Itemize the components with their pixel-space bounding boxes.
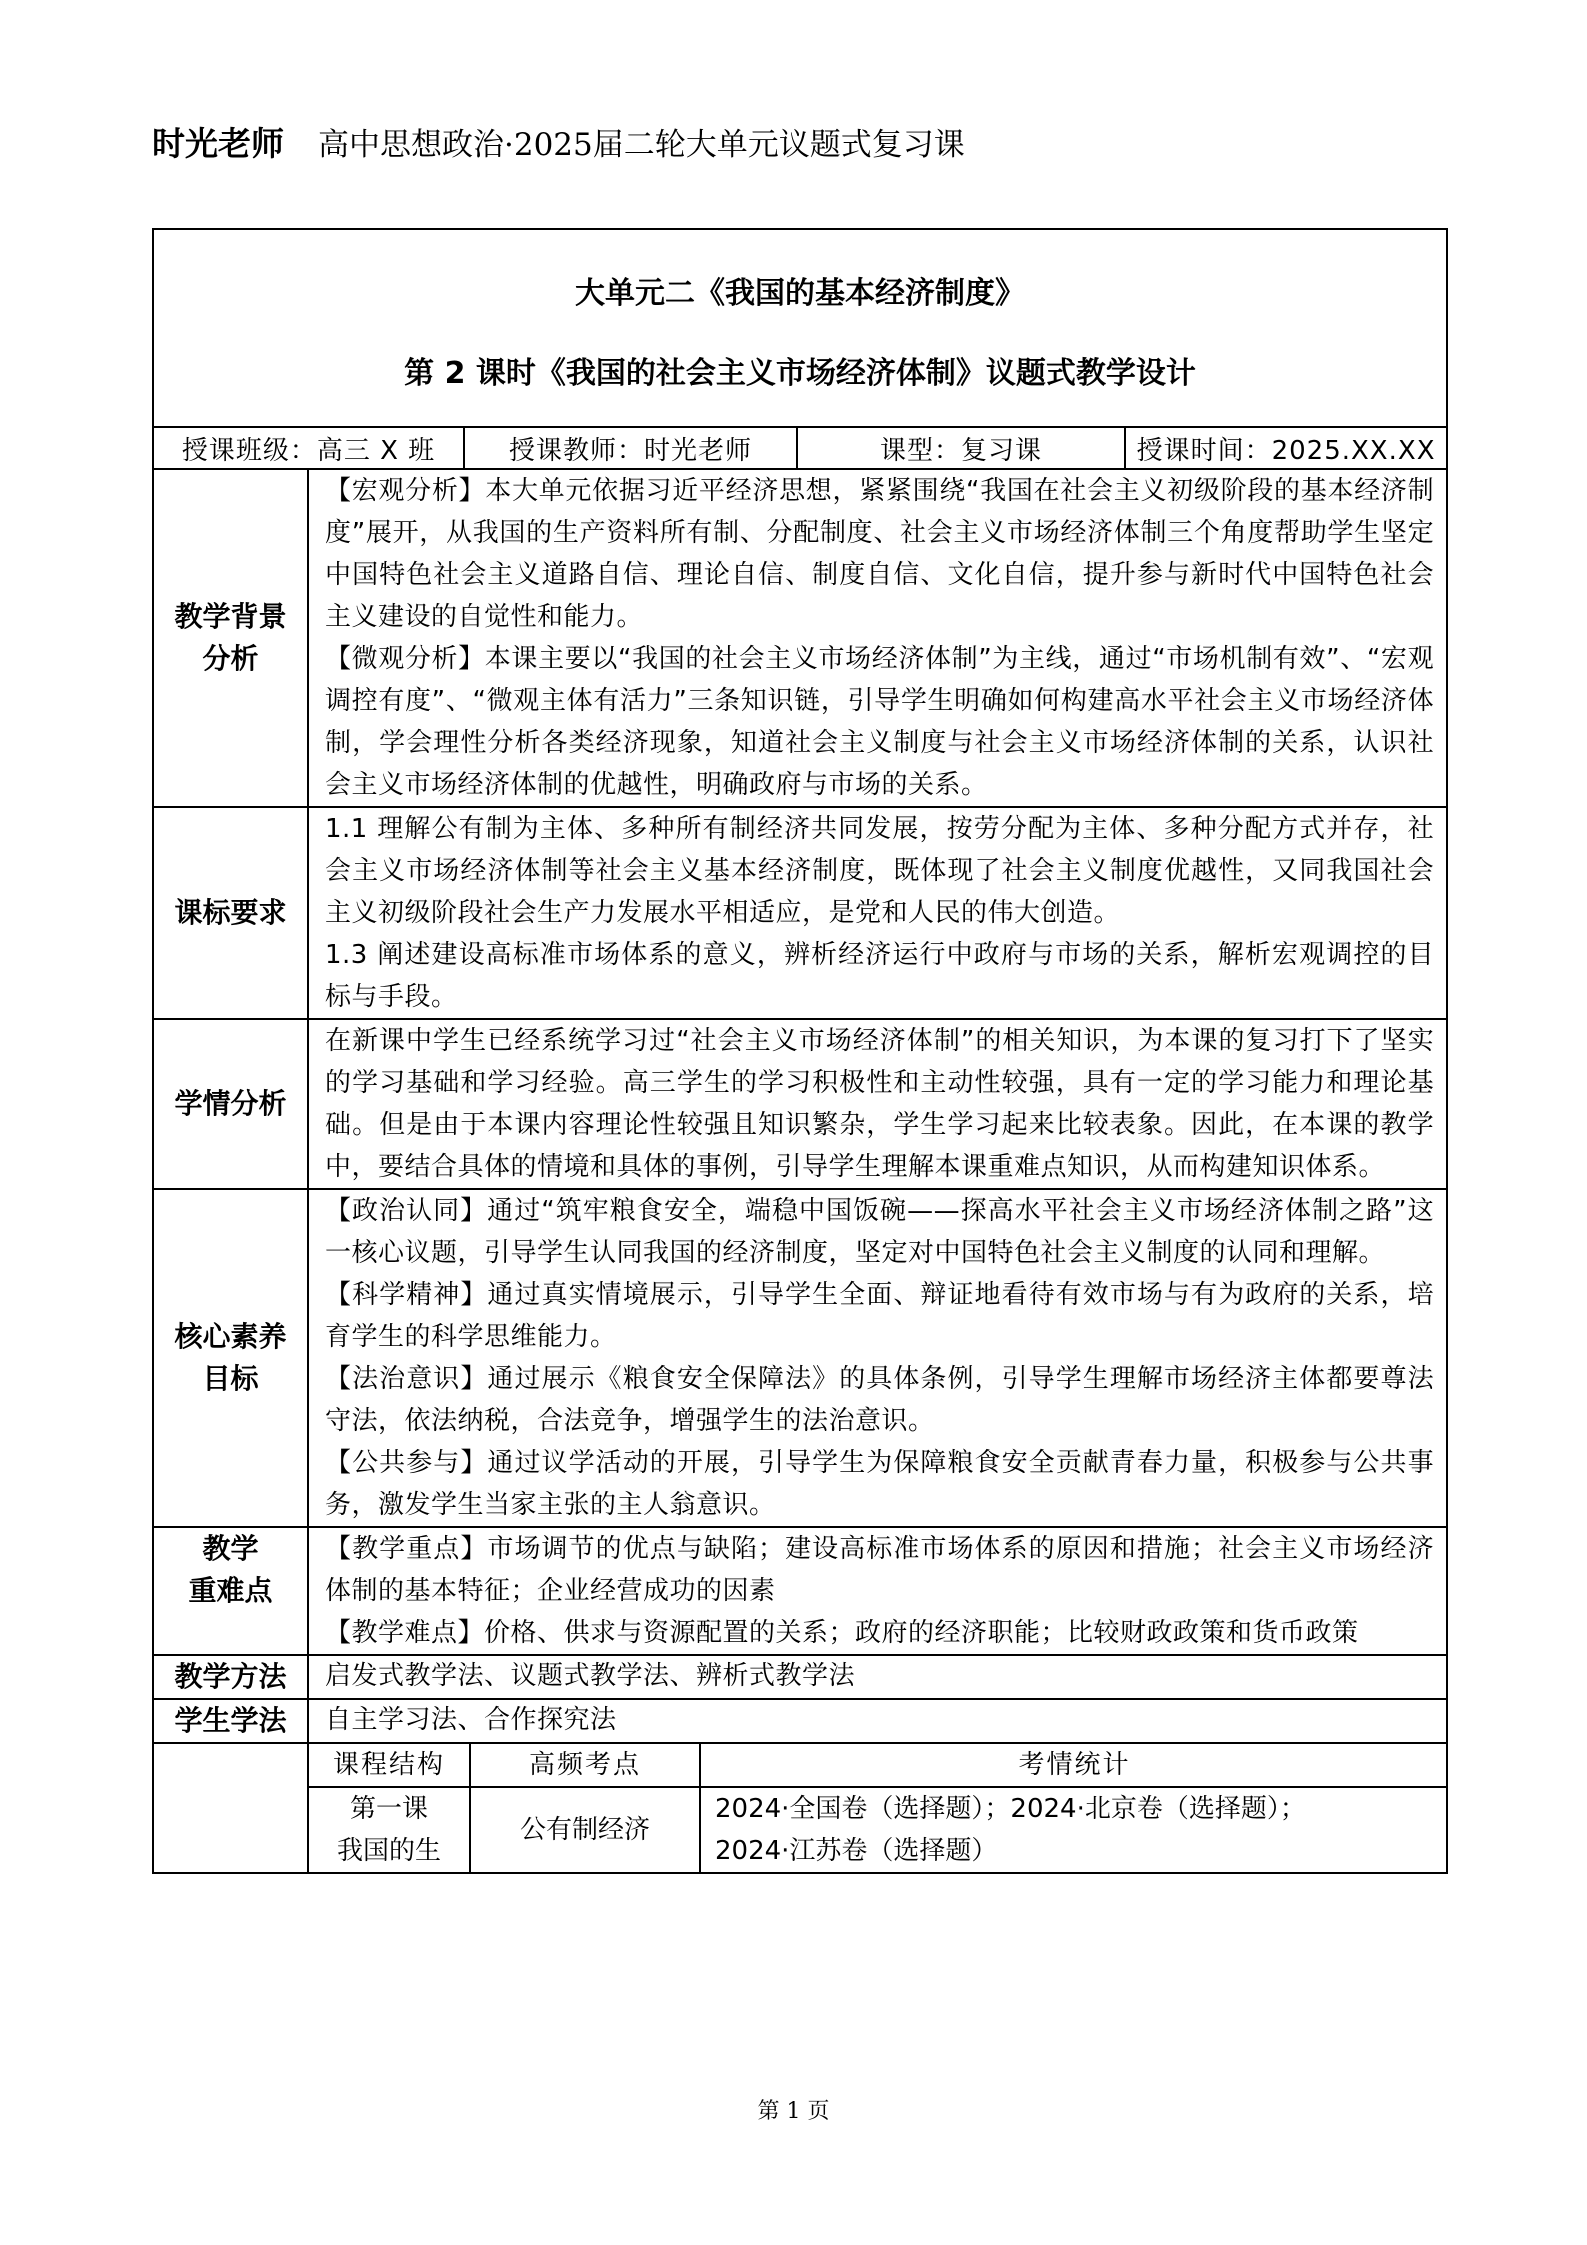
students-content: 在新课中学生已经系统学习过“社会主义市场经济体制”的相关知识，为本课的复习打下了坚实的学习基础和学习经验。高三学生的学习积极性和主动性较强，具有一定的学习能力和理论基础。但是由于本课内容理论性较强且知识繁杂，学生学习起来比较表象。因此，在本课的教学中，要结合具体的情境和具体的事例，引导学生理解本课重难点知识，从而构建知识体系。 (308, 1019, 1447, 1189)
students-label: 学情分析 (153, 1019, 308, 1189)
methods-row (153, 1655, 1447, 1699)
exam-stats-container (308, 1743, 1447, 1873)
unit-title: 大单元二《我国的基本经济制度》 (575, 276, 1026, 311)
literacy-label: 核心素养 目标 (153, 1189, 308, 1527)
key-points-content: 【教学重点】市场调节的优点与缺陷；建设高标准市场体系的原因和措施；社会主义市场经济体制的基本特征；企业经营成功的因素 【教学难点】价格、供求与资源配置的关系；政府的经济职能；比较财政政策和货币政策 (308, 1527, 1447, 1655)
header-point: 高频考点 (470, 1744, 700, 1787)
learning-label: 学生学法 (153, 1699, 308, 1743)
exam-row (153, 1743, 1447, 1873)
header-stats: 考情统计 (700, 1744, 1448, 1787)
standards-row (153, 807, 1447, 1019)
document-title (153, 229, 1447, 427)
methods-content: 启发式教学法、议题式教学法、辨析式教学法 (308, 1655, 1447, 1699)
standards-label: 课标要求 (153, 807, 308, 1019)
page-number: 第 1 页 (757, 2099, 830, 2124)
learning-row (153, 1699, 1447, 1743)
info-class: 授课班级：高三 X 班 (153, 427, 464, 469)
students-row (153, 1019, 1447, 1189)
literacy-content: 【政治认同】通过“筑牢粮食安全，端稳中国饭碗——探高水平社会主义市场经济体制之路”这一核心议题，引导学生认同我国的经济制度，坚定对中国特色社会主义制度的认同和理解。 【科学精神】通过真实情境展示，引导学生全面、辩证地看待有效市场与有为政府的关系，培育学生的科学思维能力。 【法治意识】通过展示《粮食安全保障法》的具体条例，引导学生理解市场经济主体都要尊法守法，依法纳税，合法竞争，增强学生的法治意识。 【公共参与】通过议学活动的开展，引导学生为保障粮食安全贡献青春力量，积极参与公共事务，激发学生当家主张的主人翁意识。 (308, 1189, 1447, 1527)
exam-stats-header (309, 1744, 1448, 1787)
key-points-row (153, 1527, 1447, 1655)
background-row (153, 469, 1447, 807)
info-row (153, 427, 1447, 469)
info-type: 课型：复习课 (797, 427, 1125, 469)
lesson-title: 第 2 课时《我国的社会主义市场经济体制》议题式教学设计 (404, 356, 1196, 391)
info-time: 授课时间：2025.XX.XX (1125, 427, 1447, 469)
structure-cell: 第一课 我国的生 (309, 1787, 470, 1872)
info-teacher: 授课教师：时光老师 (464, 427, 797, 469)
page-header (152, 120, 965, 169)
methods-label: 教学方法 (153, 1655, 308, 1699)
standards-content: 1.1 理解公有制为主体、多种所有制经济共同发展，按劳分配为主体、多种分配方式并存，社会主义市场经济体制等社会主义基本经济制度，既体现了社会主义制度优越性，又同我国社会主义初级阶段社会生产力发展水平相适应，是党和人民的伟大创造。 1.3 阐述建设高标准市场体系的意义，辨析经济运行中政府与市场的关系，解析宏观调控的目标与手段。 (308, 807, 1447, 1019)
learning-content: 自主学习法、合作探究法 (308, 1699, 1447, 1743)
table-row (309, 1787, 1448, 1872)
background-content (308, 469, 1447, 807)
literacy-row (153, 1189, 1447, 1527)
key-points-label: 教学 重难点 (153, 1527, 308, 1655)
macro-analysis: 【宏观分析】本大单元依据习近平经济思想，紧紧围绕“我国在社会主义初级阶段的基本经济制度”展开，从我国的生产资料所有制、分配制度、社会主义市场经济体制三个角度帮助学生坚定中国特色社会主义道路自信、理论自信、制度自信、文化自信，提升参与新时代中国特色社会主义建设的自觉性和能力。 (325, 476, 1435, 632)
background-label: 教学背景 分析 (153, 469, 308, 807)
stats-cell: 2024·全国卷（选择题）；2024·北京卷（选择题）； 2024·江苏卷（选择题） (700, 1787, 1448, 1872)
title-row (153, 229, 1447, 427)
header-structure: 课程结构 (309, 1744, 470, 1787)
header-author: 时光老师 (152, 124, 284, 163)
lesson-plan-table (152, 228, 1448, 1874)
micro-analysis: 【微观分析】本课主要以“我国的社会主义市场经济体制”为主线，通过“市场机制有效”、“宏观调控有度”、“微观主体有活力”三条知识链，引导学生明确如何构建高水平社会主义市场经济体制，学会理性分析各类经济现象，知道社会主义制度与社会主义市场经济体制的关系，认识社会主义市场经济体制的优越性，明确政府与市场的关系。 (325, 644, 1435, 800)
header-title: 高中思想政治·2025届二轮大单元议题式复习课 (318, 127, 965, 163)
exam-blank-label (153, 1743, 308, 1873)
point-cell: 公有制经济 (470, 1787, 700, 1872)
exam-stats-table (309, 1744, 1448, 1872)
